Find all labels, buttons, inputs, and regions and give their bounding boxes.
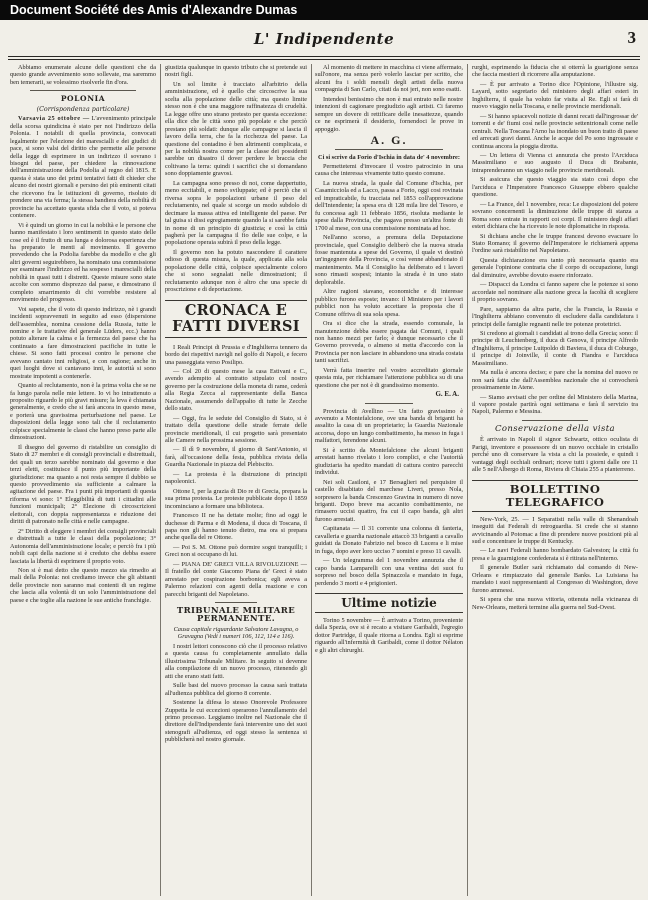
masthead <box>8 28 640 54</box>
paragraph-text: L'avvenimento principale della scorsa quindicina è stato per noi l'indirizzo della Polonia. I notabili di quella provincia, convocati legalmente per l'elezione dei marescialli e dei giudici di pace, si sono valsi del diritto che permette alle persone della legge di esprimere in un indirizzo il sovrano i bisogni del paese, per chiedere la rinnovazione dell'amministrazione della Podolia al regno del 1815. E questa è stata uno dei primi tentativi fatti di chieder che alcuno dei nostri giornali e persino dei più eminenti citati che ricevono fra le istituzioni di governo, risoluto di prendere una via ferma; la stessa bandiera della nobiltà di provincie ha accettato questa sfida che il voto, si poteva contenere. <box>10 115 156 220</box>
news-item: I Reali Principi di Prussia e d'Inghilterra tennero da bordo dei rispettivi navigli nel golfo di Napoli, e fecero una passeggiata verso Posilipo. <box>165 343 307 366</box>
article-paragraph: Quanto al reclutamento, non è la prima volta che se ne fa lungo parola nelle mie lettere. Io vi ho intrattenuto a proposito riguardo le più gravi misure; la leva è chiamata generalmente, e credo che si farà ancora in questo mese, e porterà una gravissima perturbazione nel paese. Le disposizioni della legge sono tali che il reclutamento colpisce specialmente le classi che hanno preso parte alle dimostrazioni. <box>10 382 156 442</box>
column-divider-3 <box>467 64 468 896</box>
separator <box>365 403 413 404</box>
article-paragraph: La nuova strada, la quale dal Comune d'Ischia, per Casamicciola ed a Lacco, passa a Forio, oggi cosi rovinata ed impraticabile, fu tracciata nel 1853 coll'approvazione dell'Intendente; la spesa era di 128 mila lire del Tesoro, e fu concessa agli 11 febbraio 1856, risoluta mediante le spese dalla Provincia, che pagava presso un'altra fonte di 1700 al mese, con una commissione nominata ad hoc. <box>315 179 463 232</box>
dateline: Varsavia 25 ottobre — <box>18 115 90 123</box>
news-item: — Siamo avvisati che per ordine del Ministero della Marina, il vapore postale partirà ogni settimana e farà il servizio tra Napoli, Palermo e Messina. <box>472 393 638 416</box>
news-item: Si dichiara anche che le truppe francesi devono evacuare lo Stato Romano; il governo dell'Imperatore le richiamerà appena l'ordine sarà ristabilito nel Napoletano. <box>472 232 638 255</box>
article-paragraph: Sostenne la difesa lo stesso Onorevole Professore Zuppetta le cui eccezioni operarono l'annullamento del primo processo. Leggiamo inoltre nel Nazionale che il direttore dell'Indipendente farà intervenire uno dei suoi stenografi all'udienza, ed oggi stesso la sentenza si pubblicherà nel nostro giornale. <box>165 699 307 744</box>
column-4 <box>472 64 638 896</box>
article-paragraph: Il governo non ha potuto nascondere il carattere odioso di questa misura, la quale, applicata alla sola popolazione delle città, colpisce specialmente coloro che si sono segnalati nelle dimostrazioni; il reclutamento adunque non è altro che una specie di proscrizione e di deportazione. <box>165 248 307 294</box>
article-paragraph: Sulle basi del nuovo processo la causa sarà trattata all'udienza pubblica del giorno 8 corrente. <box>165 682 307 697</box>
section-heading-cronaca: CRONACA E FATTI DIVERSI <box>165 300 307 338</box>
news-item: — Un lettera di Vienna ci annunzia che presto l'Arciduca Massimiliano e suo augusto il Duca di Brabante, intraprenderanno un viaggio nelle provincie meridionali. <box>472 151 638 174</box>
telegraph-item: Si spera che una nuova vittoria, ottenuta nella vicinanza di New-Orleans, metterà termine alla guerra nel Sud-Ovest. <box>472 596 638 611</box>
article-paragraph: Verrà fatta inserire nel vostro accreditato giornale questa mia, per richiamare l'attenzione pubblica su di una questione che per noi è di grandissimo momento. <box>315 366 463 389</box>
article-paragraph: Un sol limite è tracciato all'arbitrio della amministrazione, ed è quello che circoscrive la sua scelta alla popolazione delle città; ma questo limite stesso non è che una maggiore raffinatezza di crudeltà. La legge offre uno strano pretesto per questa eccezione: ella dice che le città sono più popolate e che perciò prestano più soldati: dunque alle campagne si lascia il lavoro della terra, che fa la ricchezza del paese. La questione del contadino è ben altrimenti complicata, e per la nobiltà nostra come per la classe dei possidenti sarebbe un disastro il dover perdere le braccia che coltivano la terra: quindi i sacrifici che si domandano sono doppiamente gravosi. <box>165 80 307 178</box>
article-paragraph <box>10 115 156 219</box>
article-paragraph: Ora si dice che la strada, essendo comunale, la manutenzione debba essere pagata dai Comuni, i quali non hanno mezzi per farlo; è dunque necessario che il Governo provveda, o almeno si metta d'accordo con la Provincia per non lasciare in abbandono una strada costata tanti sacrifizi. <box>315 320 463 365</box>
section-heading-vista: Conservazione della vista <box>495 423 615 434</box>
news-item: Francesco II ne ha dettate molte; fino ad oggi le duchesse di Parma e di Modena, il duca di Toscana, il papa non gli hanno tenuto dietro, ma ora si prepara anche quella del re Ottone. <box>165 512 307 542</box>
masthead-rule-thin <box>8 59 640 60</box>
column-divider-1 <box>160 64 161 896</box>
article-paragraph: giustizia qualunque in questo tributo che si pretende sui nostri figli. <box>165 64 307 79</box>
news-item: Ma nulla è ancora deciso; e pare che la nomina del nuovo re non sarà fatta che dall'Assemblea nazionale che si convocherà prossimamente in Atene. <box>472 369 638 392</box>
news-item: — Col 20 di questo mese la casa Estivani e C., avendo adempito al contratto stipulato col nostro governo per la costruzione della moneta di rame, cederà alla Regia Zecca al rappresentante della Banca Nazionale, assumendo dell'appalto di tutte le Zecche dello stato. <box>165 367 307 413</box>
news-item: Torino 5 novembre — È arrivato a Torino, proveniente dalla Spezia, ove si è recato a visitare Garibaldi, l'egregio dottor Partridge, il quale ritorna a Londra. Egli si esprime riguardo all'infermità di Garibaldi, come il dottor Nélaton e gli altri chirurghi. <box>315 617 463 654</box>
news-item: — Poi S. M. Ottone può dormire sogni tranquilli; i Greci non si occupano di lui. <box>165 543 307 559</box>
news-item: Capitanata — Il 31 corrente una colonna di fanteria, cavalleria e guardia nazionale attaccò 33 briganti a cavallo guidati da Donato Fabrizio nel bosco di Lucera e li mise in fuga, dopo aver loro ucciso 7 uomini e preso 11 cavalli. <box>315 525 463 555</box>
news-item: — Un telegramma del 1 novembre annunzia che il capo banda Lamparelli con una ventina dei suoi fu sorpreso nel bosco della Spinazzola e mandato in fuga, perdendo 3 morti e 4 prigionieri. <box>315 557 463 587</box>
news-item: — La protesta è la distruzione di principii napoleonici. <box>165 470 307 486</box>
section-subheading: (Corrispondenza particolare) <box>36 105 130 113</box>
article-paragraph: Non si è mai detto che questo mezzo sia rimedio ai mali della Polonia: noi crediamo invece che gli abitanti delle provincie non saranno mai contenti di un regime che lascia alla volontà di un solo l'amministrazione del paese e che toglie alla nazione le sue antiche franchigie. <box>10 567 156 604</box>
news-item: — Il dì 9 novembre, il giorno di Sant'Antonio, si farà, all'occasione della festa, pubblica rivista della Guardia Nazionale in piazza del Plebiscito. <box>165 446 307 469</box>
news-item: Questa dichiarazione era tanto più necessaria quanto era generale l'opinione contraria che il corpo di occupazione, lungi dal diminuire, avrebbe dovuto essere rinforzato. <box>472 256 638 279</box>
case-title: Causa capitale riguardante Salvatore Lavagna, o Gravagna (Vedi i numeri 106, 112, 114 e 116). <box>173 626 299 641</box>
advertisement: È arrivato in Napoli il signor Schwartz, ottico oculista di Parigi, inventore e possessore di un nuovo occhiale in cristallo perché uno di conservare la vista a chi la possiede, e quindi i vantaggi degli occhiali ordinari; riceve tutti i giorni dalle ore 11 alle 5 nell'Albergo di Roma, Riviera di Chiaia 255 a pianterreno. <box>472 436 638 474</box>
intro-paragraph: Abbiamo enumerate alcune delle questioni che da questo grande avvenimento sono sollevate, ma saremmo ben temerarii, se volessimo risolverle fin d'ora. <box>10 64 156 86</box>
news-item: — È pur arrivato a Torino dice l'Opinione, l'illustre sig. Layard, sotto segretario del ministero degli affari esteri in Inghilterra, il quale ha voluto far visita al Re. Egli si farà di nuovo viaggio nella Toscana, e nelle provincie meridionali. <box>472 80 638 111</box>
news-item: — La France, del 1 novembre, reca: Le disposizioni del potere sovrano concernenti la diminuzione delle truppe di stanza a Roma sono entrate in rapporti coi corpi. Il ministero degli affari esteri dichiara che ha ricevuto le note diplomatiche in risposta. <box>472 200 638 231</box>
column-1 <box>10 64 156 896</box>
news-item: Nei soli Casiloni, e 17 Bersaglieri nel perquisire il castello disabitato del marchese Liveri, presso Nola, sorpresero la banda Crescenzo Gravina in numero di nove briganti. Dopo breve ma accanito combattimento, ne rimasero uccisi quattro, fra cui il capo banda, gli altri furono arrestati. <box>315 478 463 523</box>
telegraph-item: New-York, 25. — I Separatisti nella valle di Shenandoah inseguiti dai Federali di retroguardia. Si crede che si stanno avvicinando al Potomac a fine di prendere nuove posizioni più al sud e concentrare le truppe di Kentucky. <box>472 515 638 546</box>
article-paragraph: Al momento di mettere in macchina ci viene affermato, sull'onore, ma senza però volerlo lasciar per scritto, che alcuni fra i soldi mensili degli artisti della nuova compagnia di San Carlo, citati da noi jeri, non sono esatti. <box>315 64 463 94</box>
column-2 <box>165 64 307 896</box>
news-item: Pare, sappiamo da altra parte, che la Francia, la Russia e l'Inghilterra abbiano convenuto di escludere dalla candidatura i principi delle famiglie regnanti nelle tre potenze protettrici. <box>472 305 638 328</box>
news-item: Ottone I, per la grazia di Dio re di Grecia, prepara la sua prima protesta. Le proteste pubblicate dopo il 1859 incominciano a formare una biblioteca. <box>165 487 307 510</box>
news-item: Si è scritto da Montefalcione che alcuni briganti arrestati hanno rivelato i loro complici, e che l'autorità giudiziaria ha spedito mandati di cattura contro parecchi individui. <box>315 446 463 477</box>
section-heading-ultime-notizie: Ultime notizie <box>315 593 463 613</box>
news-item: Si credono ai giornali i candidati al trono della Grecia; sono: il principe di Leuchtenberg, il duca di Genova, il principe Alfredo d'Inghilterra, il principe Luitpoldo di Baviera, il duca di Coburgo, il principe di Joinville, il conte di Fiandra e l'arciduca Massimiliano. <box>472 329 638 367</box>
news-item: — Oggi, fra le sedute del Consiglio di Stato, si è trattato della questione delle strade ferrate delle provincie meridionali, il cui progetto sarà presentato alle Camere nella prossima sessione. <box>165 414 307 445</box>
letter-heading: Ci si scrive da Forio d'Ischia in data de' 4 novembre: <box>318 153 460 161</box>
separator <box>522 420 588 421</box>
separator <box>30 90 136 91</box>
article-paragraph: Nell'anno scorso, a premura della Deputazione provinciale, quel Consiglio deliberò che la nuova strada fosse mantenuta a spese del Governo, il quale vi destinò un'ingegnere della Provincia, e così venne abbandonato il mantenimento. Ma il Consiglio ha deliberato ed i lavori sono rimasti sospesi; intanto la strada è in uno stato deplorabile. <box>315 234 463 286</box>
article-paragraph: Permettetemi d'invocare il vostro patrocinio in una causa che interessa vivamente tutto questo comune. <box>315 162 463 178</box>
article-paragraph: Il disegno del governo di ristabilire un consiglio di Stato di 27 membri e di consigli provinciali e distrettuali, dei quali un terzo sarebbe nominato dal governo e due terzi eletti, costituisce il punto più importante della giurisdizione: ma quanto a noi resta sempre il dubbio se questo provvedimento sia sufficiente a calmare la agitazione del paese. Fra i punti più importanti di questa riforma vi sono: 1° Eleggibilità di tutti i cittadini alle funzioni municipali; 2° Elezione di circoscrizioni elettorali, con doppia rappresentanza e riduzione dei diritti di patronato nelle città e nelle campagne. <box>10 443 156 526</box>
separator <box>335 149 443 150</box>
article-paragraph: Voi sapete, che il voto di questo indirizzo, nè i grandi incidenti sopravvenuti in seguito ad esso (dispersione dell'assemblea, nomina cessione della Russia, tutte le nomine e le trattative del generale Lüders, ecc.) hanno potuto alterare la calma e la fermezza del paese che ha continuato a fare dimostrazioni pacifiche in tutte le chiese. Si sono fatti processi contro le persone che avevano cantato inni religiosi, e con ragione; anche in quei luoghi dove si cantavano inni, le autorità si sono mostrate impotenti a contenerle. <box>10 305 156 380</box>
news-item: — Dispacci da Londra ci fanno sapere che le potenze si sono accordate nel nominare alla nazione greca la facoltà di scegliere il proprio sovrano. <box>472 281 638 304</box>
signature-ag: A. G. <box>370 133 408 148</box>
news-item: — Si hanno spiacevoli notizie di danni recati dall'ingrossar de' torrenti e de' fiumi così nelle provincie settentrionali come nelle centrali. Nella Toscana l'Arno ha inondato un buon tratto di paese ed arrecati gravi danni. Anche le acque del Po sono ingrossate e continua ancora la pioggia dirotta. <box>472 112 638 150</box>
news-item: — PIANA DE' GRECI VILLA RIVOLUZIONE — Il fratello del conte Giacomo Piana de' Greci è stato arrestato per cospirazione borbonica; egli aveva a Palermo relazioni con agenti della reazione e con parecchi briganti del Napoletano. <box>165 560 307 598</box>
section-heading-polonia: POLONIA <box>60 94 106 104</box>
column-divider-2 <box>311 64 312 896</box>
article-paragraph: rurghi, esprimendo la fiducia che si otterrà la guarigione senza che faccia mestieri di ricorrere alla amputazione. <box>472 64 638 79</box>
news-item: Provincia di Avellino — Un fatto gravissimo è avvenuto a Montefalcione, ove una banda di briganti ha assalito la casa di un proprietario; la Guardia Nazionale accorsa, dopo un lungo combattimento, ha messo in fuga i malfattori, ferendone alcuni. <box>315 407 463 445</box>
masthead-rule-thick <box>8 56 640 57</box>
article-paragraph: Intendesi benissimo che non è mai entrato nelle nostre intenzioni di cagionare pregiudizio agli artisti. Ci faremo sempre un dovere di rettificare delle inesattezze, quando ce ne esprimerà il desiderio, fornendoci le prove in appoggio. <box>315 95 463 133</box>
article-paragraph: La campagna sono presso di noi, come dappertutto, meno eccitabili, e meno sviluppate; ed è perciò che si riversa sopra le popolazioni urbane il peso del reclutamento, nel quale si scorge un modo subdolo di decimare la massa attiva ed intelligente del paese. Per tal guisa si dissi egregiamente quando la si sarebbe fatta in nome di un principio di giustizia; e così la città pagherà per la campagna il fio delle sue colpe, e la popolazione operaia subirà il peso della legge. <box>165 179 307 247</box>
separator <box>215 602 257 603</box>
news-item: Si assicura che questo viaggio sia stato così dopo che l'arciduca e l'Imperatore Francesco Giuseppe ebbero qualche questione. <box>472 176 638 199</box>
telegraph-item: Il generale Butler sarà richiamato dal comando di New-Orleans e rimpiazzato dal generale Banks. La Luisiana ha mandato i suoi rappresentanti al Congresso di Washington, dove furono ammessi. <box>472 564 638 594</box>
signature-gea: G. E. A. <box>435 390 459 399</box>
article-paragraph: Vi è quindi un giorno in cui la nobiltà e le persone che hanno manifestato i loro sentimenti in questo stato delle cose ed è il frutto di una lunga e dolorosa esperienza che ha preparato le menti al movimento. Il governo prevedendo che la Podolia farebbe da modello e che gli altri governi seguirebbero, ha nominato una commissione per esaminare l'indirizzo ed ha sospeso i marescialli della nobiltà in quasi tutti i distretti. Queste misure sono state accolte con sommo disprezzo dal paese, e dimostrano il completo smarrimento di chi vorrebbe resistere al movimento del progresso. <box>10 221 156 304</box>
newspaper-title: L' Indipendente <box>253 30 395 48</box>
article-paragraph: I nostri lettori conoscono ciò che il processo relativo a questa causa fu completamente annullato dalla illustrissima Tribunale Militare. In seguito si devenne alla compilazione di un nuovo processo, ritenendo gli atti che erano stati fatti. <box>165 642 307 680</box>
section-heading-tribunale: TRIBUNALE MILITARE PERMANENTE. <box>176 606 296 624</box>
page-number: 3 <box>627 28 636 47</box>
article-paragraph: 2° Diritto di eleggere i membri dei consigli provinciali e distrettuali a tutte le classi della popolazione; 3° Autonomia dell'amministrazione locale; e perciò fra i più nobili capi della nazione si è creduto che debba essere lasciata la libertà di esprimere il proprio voto. <box>10 527 156 565</box>
document-banner <box>0 0 648 20</box>
telegraph-item: — Le navi Federali hanno bombardato Galveston; la città fu presa e la guarnigione confederata si è ritirata nell'interno. <box>472 547 638 562</box>
article-paragraph: Altre ragioni stavano, economiche e di interesse pubblico furono esposte; invano: il Ministero per i lavori pubblici non ha voluto accettare la proposta che il Comune offriva di sua sola spesa. <box>315 288 463 318</box>
banner-text: Document Société des Amis d'Alexandre Dumas <box>10 3 298 17</box>
section-heading-bollettino: BOLLETTINO TELEGRAFICO <box>472 480 638 512</box>
column-3 <box>315 64 463 896</box>
